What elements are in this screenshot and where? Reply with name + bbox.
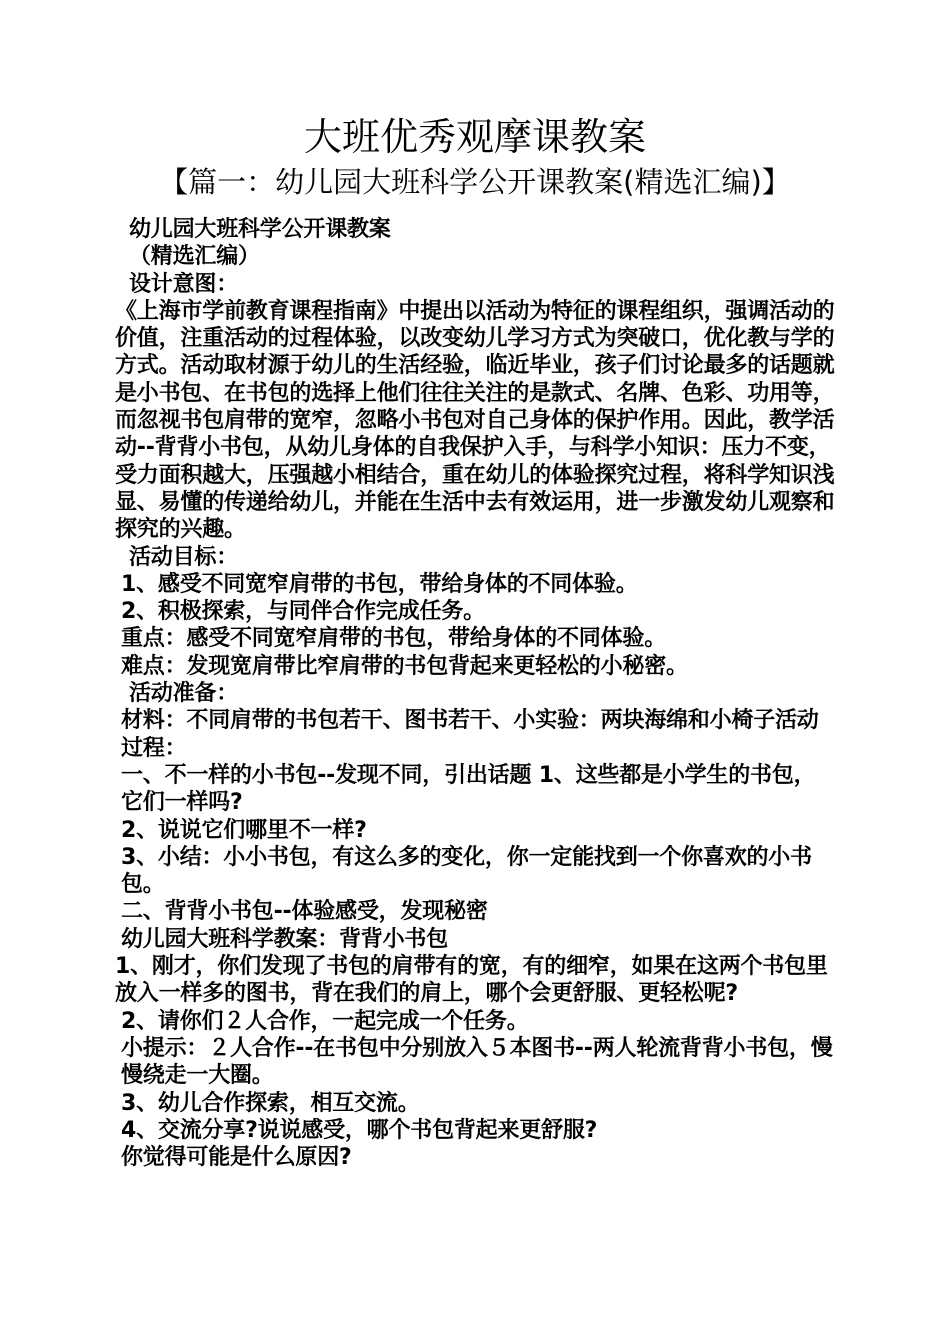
step-item: 2、请你们２人合作，一起完成一个任务。 <box>121 1008 529 1034</box>
heading-design-intent: 设计意图： <box>129 271 239 297</box>
step-item: 小提示：２人合作--在书包中分别放入５本图书--两人轮流背背小书包，慢慢绕走一大圈。 <box>121 1035 833 1089</box>
difficult-point: 难点：发现宽肩带比窄肩带的书包背起来更轻松的小秘密。 <box>121 653 688 679</box>
document-body <box>115 216 835 1171</box>
heading-goals: 活动目标： <box>129 544 239 570</box>
document-subtitle: 【篇一：幼儿园大班科学公开课教案(精选汇编)】 <box>159 165 791 199</box>
goal-item: 1、感受不同宽窄肩带的书包，带给身体的不同体验。 <box>121 571 638 597</box>
key-point: 重点：感受不同宽窄肩带的书包，带给身体的不同体验。 <box>121 626 667 652</box>
step-item: 3、幼儿合作探索，相互交流。 <box>121 1090 420 1116</box>
section-heading: 幼儿园大班科学公开课教案 <box>129 217 391 242</box>
goal-item: 2、积极探索，与同伴合作完成任务。 <box>121 599 485 625</box>
step-item: 一、不一样的小书包--发现不同，引出话题 1、这些都是小学生的书包，它们一样吗? <box>121 762 816 816</box>
step-item: 你觉得可能是什么原因? <box>121 1145 352 1171</box>
step-item: 3、小结：小小书包，有这么多的变化，你一定能找到一个你喜欢的小书包。 <box>121 844 812 898</box>
section-subheading: （精选汇编） <box>129 244 260 270</box>
step-item: 2、说说它们哪里不一样? <box>121 817 367 843</box>
step-item: 4、交流分享?说说感受，哪个书包背起来更舒服? <box>121 1117 598 1143</box>
step-item: 1、刚才，你们发现了书包的肩带有的宽，有的细窄，如果在这两个书包里放入一样多的图书，背在我们的肩上，哪个会更舒服、更轻松呢? <box>115 954 828 1007</box>
step-heading: 二、背背小书包--体验感受，发现秘密 <box>121 899 488 925</box>
heading-preparation: 活动准备： <box>129 681 239 707</box>
step-heading: 幼儿园大班科学教案：背背小书包 <box>121 926 449 952</box>
document-title: 大班优秀观摩课教案 <box>303 115 646 159</box>
paragraph-design-intent: 《上海市学前教育课程指南》中提出以活动为特征的课程组织，强调活动的价值，注重活动的过程体验，以改变幼儿学习方式为突破口，优化教与学的方式。活动取材源于幼儿的生活经验，临近毕业，孩子们讨论最多的话题就是小书包、在书包的选择上他们往往关注的是款式、名牌、色彩、功用等，而忽视书包肩带的宽窄，忽略小书包对自己身体的保护作用。因此，教学活动--背背小书包，从幼儿身体的自我保护入手，与科学小知识：压力不变，受力面积越大，压强越小相结合，重在幼儿的体验探究过程，将科学知识浅显、易懂的传递给幼儿，并能在生活中去有效运用，进一步激发幼儿观察和探究的兴趣。 <box>115 298 835 543</box>
paragraph-materials: 材料：不同肩带的书包若干、图书若干、小实验：两块海绵和小椅子活动过程： <box>121 708 819 761</box>
